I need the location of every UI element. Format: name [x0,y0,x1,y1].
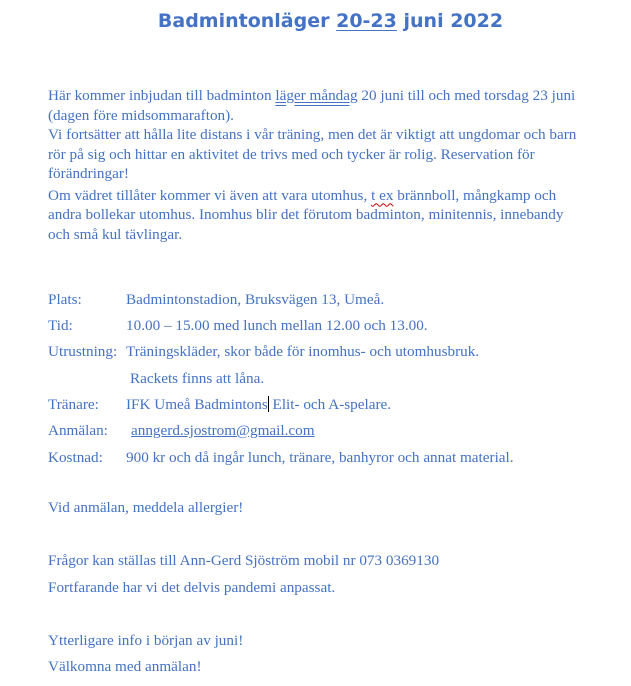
intro-text-1a: Här kommer inbjudan till badminton [48,87,276,104]
coach-label: Tränare: [48,396,99,413]
place-value: Badmintonstadion, Bruksvägen 13, Umeå. [126,291,385,308]
welcome-line: Välkomna med anmälan! [48,658,202,675]
signup-label: Anmälan: [48,422,108,439]
pandemic-line: Fortfarande har vi det delvis pandemi anpassat. [48,579,336,596]
intro-text-3a: Om vädret tillåter kommer vi även att vara utomhus, [48,186,372,204]
gear-value: Träningskläder, skor både för inomhus- och utomhusbruk. [126,343,480,360]
allergies-note: Vid anmälan, meddela allergier! [48,499,244,516]
title-dates: 20-23 [336,10,397,32]
gear-value-2: Rackets finns att låna. [130,370,265,387]
gear-label: Utrustning: [48,343,118,360]
intro-paragraph-1 [48,86,588,125]
place-label: Plats: [48,291,82,308]
intro-text-3b: brännboll, mångkamp och andra bollekar utomhus. Inomhus blir det förutom badminton, minitennis, innebandy och små kul tävlingar. [48,186,564,243]
signup-email-link[interactable]: anngerd.sjostrom@gmail.com [131,422,315,439]
intro-underlined-text: läger måndag [275,87,358,104]
more-info-line: Ytterligare info i början av juni! [48,632,244,649]
cost-label: Kostnad: [48,449,103,466]
title-prefix: Badmintonläger [157,10,337,32]
time-value: 10.00 – 15.00 med lunch mellan 12.00 och 13.00. [126,317,428,334]
coach-value-b: Elit- och A-spelare. [268,396,392,413]
intro-paragraph-3 [48,186,588,245]
title-suffix: juni 2022 [396,10,504,32]
intro-text-1b: 20 juni till och med torsdag 23 juni (dagen före midsommarafton). [48,87,576,124]
questions-line: Frågor kan ställas till Ann-Gerd Sjöström mobil nr 073 0369130 [48,552,440,569]
coach-value [126,395,391,414]
coach-value-a: IFK Umeå Badmintons [126,396,268,413]
time-label: Tid: [48,317,73,334]
page-title [0,10,631,32]
spellcheck-word: t ex [371,186,394,204]
intro-paragraph-2: Vi fortsätter att hålla lite distans i vår träning, men det är viktigt att ungdomar och barn rör på sig och hittar en aktivitet de trivs med och tycker är rolig. Reservation för förändringar! [48,126,577,182]
cost-value: 900 kr och då ingår lunch, tränare, banhyror och annat material. [126,449,514,466]
intro-section [48,86,588,244]
